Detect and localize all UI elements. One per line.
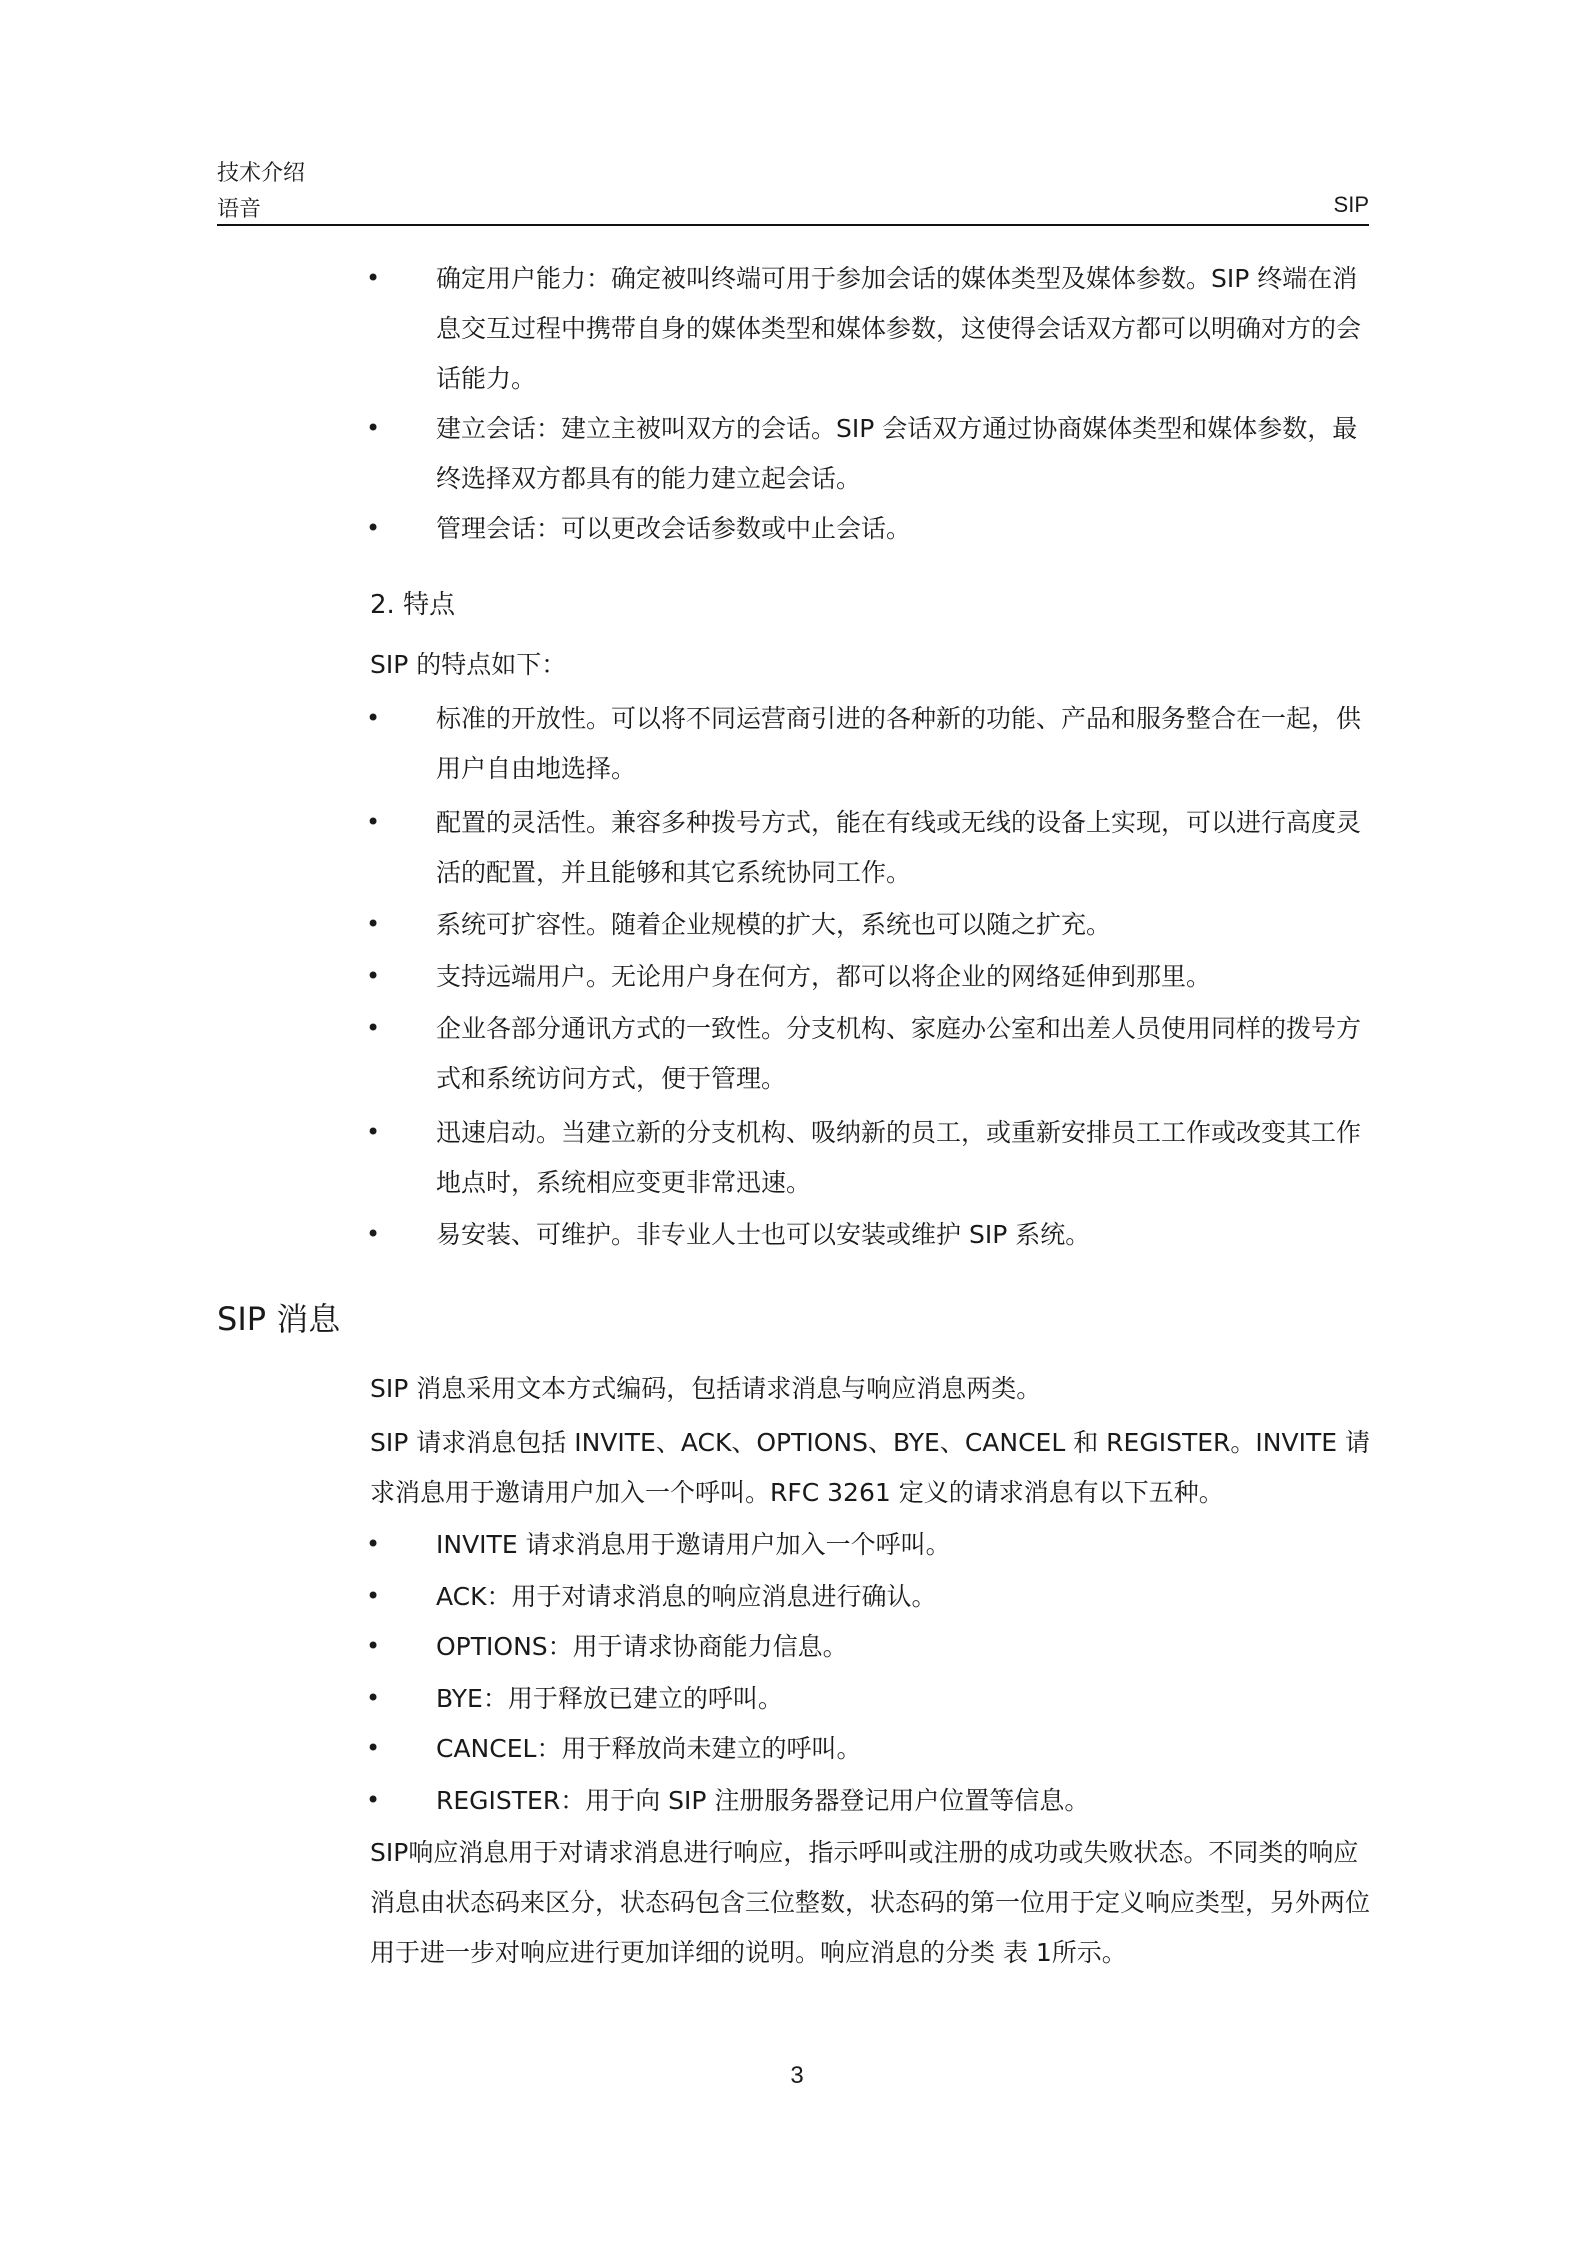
bullet-icon: • xyxy=(366,514,381,542)
paragraph: SIP响应消息用于对请求消息进行响应，指示呼叫或注册的成功或失败状态。不同类的响应消息由状态码来区分，状态码包含三位整数，状态码的第一位用于定义响应类型，另外两位用于进一步对响应进行更加详细的说明。响应消息的分类 表 1所示。 xyxy=(370,1838,1371,1967)
header-topic: SIP xyxy=(1333,192,1369,217)
bullet-icon: • xyxy=(366,1684,381,1712)
list-item-text: REGISTER：用于向 SIP 注册服务器登记用户位置等信息。 xyxy=(436,1786,1090,1815)
bullet-icon: • xyxy=(366,264,381,292)
features-intro: SIP 的特点如下： xyxy=(370,650,567,679)
list-item-text: 确定用户能力：确定被叫终端可用于参加会话的媒体类型及媒体参数。SIP 终端在消息交互过程中携带自身的媒体类型和媒体参数，这使得会话双方都可以明确对方的会话能力。 xyxy=(436,264,1362,393)
list-item-text: 标准的开放性。可以将不同运营商引进的各种新的功能、产品和服务整合在一起，供用户自由地选择。 xyxy=(436,704,1362,783)
running-header xyxy=(217,154,1369,226)
list-item-text: INVITE 请求消息用于邀请用户加入一个呼叫。 xyxy=(436,1530,951,1559)
list-item-text: 支持远端用户。无论用户身在何方，都可以将企业的网络延伸到那里。 xyxy=(436,962,1212,991)
bullet-icon: • xyxy=(366,1118,381,1146)
bullet-icon: • xyxy=(366,1530,381,1558)
list-item-text: BYE：用于释放已建立的呼叫。 xyxy=(436,1684,783,1713)
header-category: 技术介绍 xyxy=(217,161,306,186)
paragraph: SIP 请求消息包括 INVITE、ACK、OPTIONS、BYE、CANCEL 和 REGISTER。INVITE 请求消息用于邀请用户加入一个呼叫。RFC 3261 定义的请求消息有以下五种。 xyxy=(370,1428,1370,1507)
subsection-heading: 2. 特点 xyxy=(370,590,456,620)
bullet-icon: • xyxy=(366,414,381,442)
list-item-text: 企业各部分通讯方式的一致性。分支机构、家庭办公室和出差人员使用同样的拨号方式和系统访问方式，便于管理。 xyxy=(436,1014,1362,1093)
bullet-icon: • xyxy=(366,1786,381,1814)
bullet-icon: • xyxy=(366,1632,381,1660)
header-subcategory: 语音 xyxy=(217,197,262,222)
bullet-icon: • xyxy=(366,1734,381,1762)
bullet-icon: • xyxy=(366,1582,381,1610)
bullet-icon: • xyxy=(366,1014,381,1042)
bullet-icon: • xyxy=(366,704,381,732)
section-title: SIP 消息 xyxy=(217,1300,341,1338)
list-item-text: 易安装、可维护。非专业人士也可以安装或维护 SIP 系统。 xyxy=(436,1220,1091,1249)
paragraph: SIP 消息采用文本方式编码，包括请求消息与响应消息两类。 xyxy=(370,1374,1042,1403)
list-item-text: ACK：用于对请求消息的响应消息进行确认。 xyxy=(436,1582,937,1611)
bullet-icon: • xyxy=(366,1220,381,1248)
bullet-icon: • xyxy=(366,910,381,938)
list-item-text: 迅速启动。当建立新的分支机构、吸纳新的员工，或重新安排员工工作或改变其工作地点时，系统相应变更非常迅速。 xyxy=(436,1118,1362,1197)
list-item-text: 配置的灵活性。兼容多种拨号方式，能在有线或无线的设备上实现，可以进行高度灵活的配置，并且能够和其它系统协同工作。 xyxy=(436,808,1362,887)
list-item-text: 管理会话：可以更改会话参数或中止会话。 xyxy=(436,514,912,543)
bullet-icon: • xyxy=(366,808,381,836)
list-item-text: 系统可扩容性。随着企业规模的扩大，系统也可以随之扩充。 xyxy=(436,910,1112,939)
list-item-text: 建立会话：建立主被叫双方的会话。SIP 会话双方通过协商媒体类型和媒体参数，最终选择双方都具有的能力建立起会话。 xyxy=(436,414,1358,493)
page-number: 3 xyxy=(790,2062,804,2089)
list-item-text: OPTIONS：用于请求协商能力信息。 xyxy=(436,1632,848,1661)
list-item-text: CANCEL：用于释放尚未建立的呼叫。 xyxy=(436,1734,862,1763)
bullet-icon: • xyxy=(366,962,381,990)
